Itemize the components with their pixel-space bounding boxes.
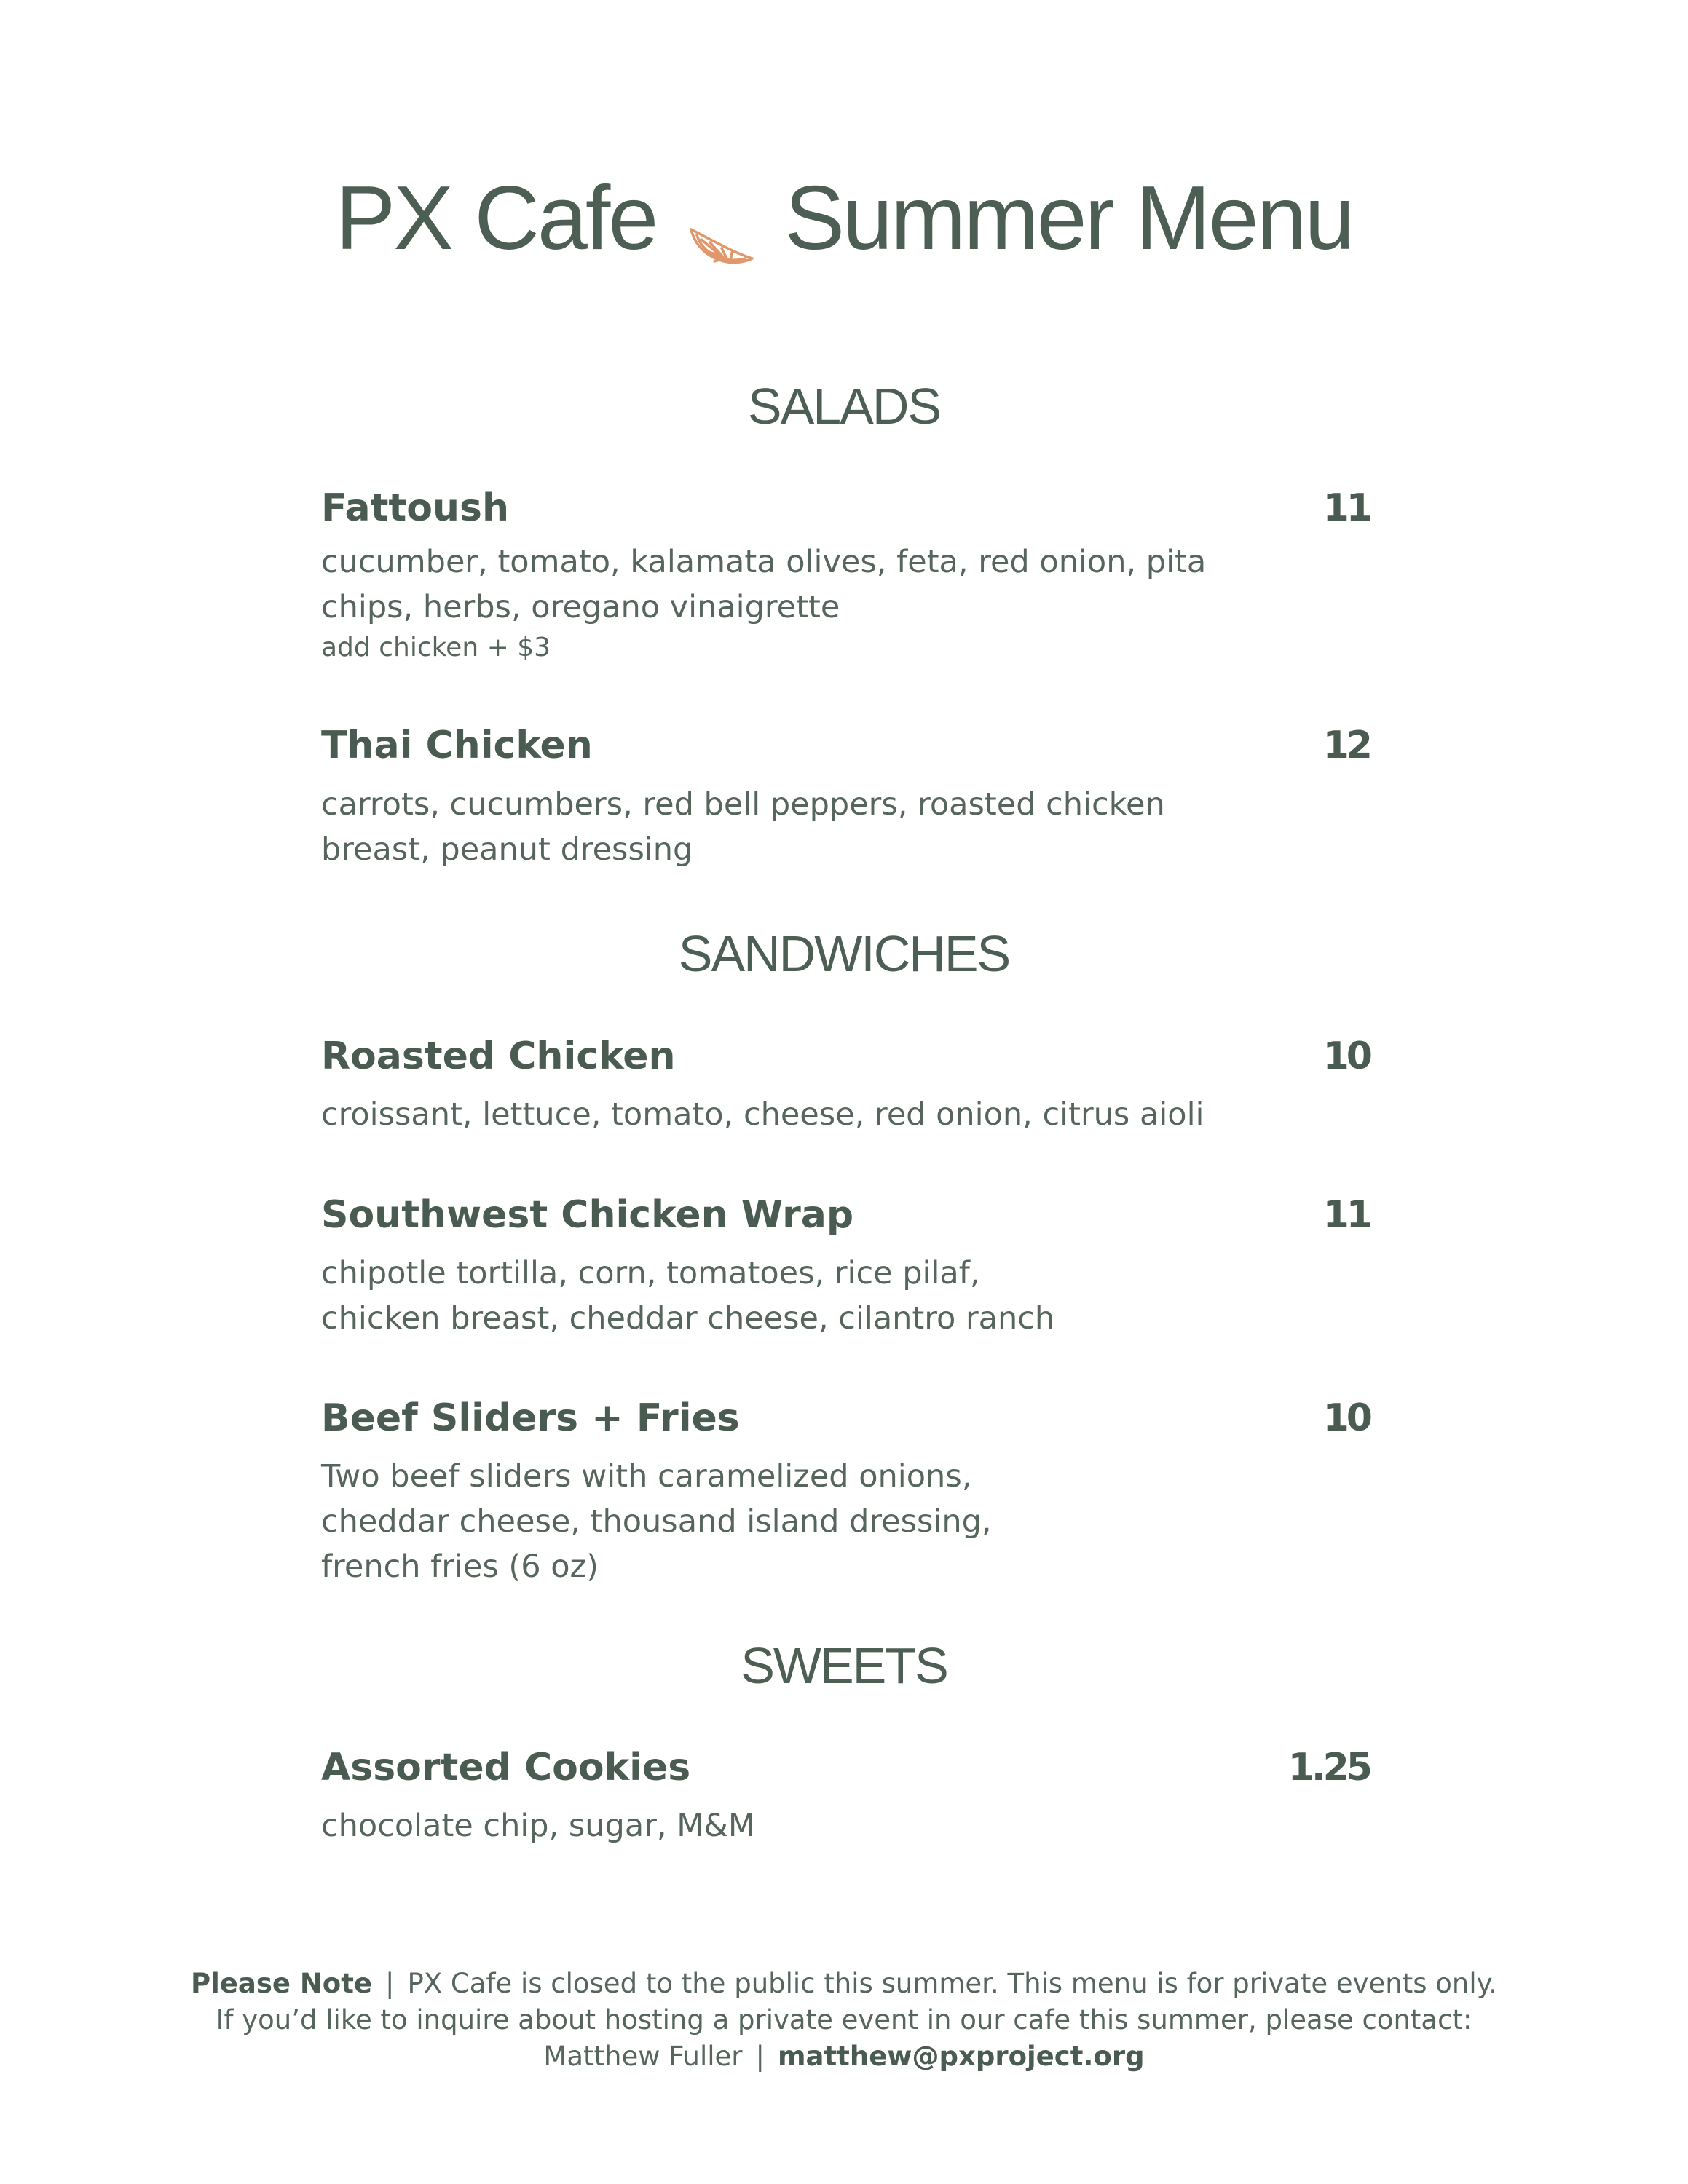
- item-addon: add chicken + $3: [321, 633, 551, 662]
- menu-item: [321, 1746, 1370, 1851]
- item-price: 10: [1322, 1396, 1370, 1440]
- item-description: Two beef sliders with caramelized onions, cheddar cheese, thousand island dressing, french fries (6 oz): [321, 1458, 992, 1585]
- footer-contact-name: Matthew Fuller: [543, 2041, 743, 2072]
- footer-inquiry-text: If you’d like to inquire about hosting a private event in our cafe this summer, please contact:: [216, 2004, 1472, 2035]
- section-heading-sandwiches: SANDWICHES: [678, 925, 1010, 982]
- menu-item: [321, 724, 1370, 872]
- menu-item: [321, 486, 1370, 671]
- item-name: Beef Sliders + Fries: [321, 1396, 740, 1440]
- footer-note: [0, 1966, 1688, 2002]
- item-description: chocolate chip, sugar, M&M: [321, 1808, 755, 1844]
- section-heading-sweets: SWEETS: [741, 1637, 947, 1694]
- title-menu-name: Summer Menu: [784, 168, 1353, 269]
- menu-item: [321, 1396, 1370, 1588]
- menu-item: [321, 1193, 1370, 1342]
- footer-separator: |: [385, 1968, 395, 1999]
- item-name: Southwest Chicken Wrap: [321, 1193, 854, 1237]
- footer-note-text: PX Cafe is closed to the public this summer. This menu is for private events only.: [407, 1968, 1498, 1999]
- citrus-slice-icon: [687, 189, 757, 248]
- item-price: 10: [1322, 1034, 1370, 1078]
- section-heading-salads: SALADS: [747, 378, 941, 435]
- item-price: 12: [1322, 724, 1370, 767]
- item-description: croissant, lettuce, tomato, cheese, red onion, citrus aioli: [321, 1096, 1204, 1133]
- item-price: 1.25: [1287, 1746, 1370, 1789]
- item-name: Roasted Chicken: [321, 1034, 676, 1078]
- item-price: 11: [1322, 1193, 1370, 1237]
- footer-separator: |: [755, 2041, 765, 2072]
- footer-contact: [0, 2038, 1688, 2075]
- menu-title: [0, 164, 1688, 273]
- item-name: Thai Chicken: [321, 724, 593, 767]
- item-price: 11: [1322, 486, 1370, 530]
- item-name: Assorted Cookies: [321, 1746, 691, 1789]
- item-description: cucumber, tomato, kalamata olives, feta, red onion, pita chips, herbs, oregano vinaigrette: [321, 544, 1207, 625]
- footer-note-label: Please Note: [190, 1968, 372, 1999]
- item-name: Fattoush: [321, 486, 509, 530]
- title-cafe-name: PX Cafe: [335, 168, 657, 269]
- item-description: carrots, cucumbers, red bell peppers, roasted chicken breast, peanut dressing: [321, 786, 1165, 868]
- footer-contact-email[interactable]: matthew@pxproject.org: [777, 2041, 1145, 2072]
- menu-item: [321, 1034, 1370, 1139]
- item-description: chipotle tortilla, corn, tomatoes, rice pilaf, chicken breast, cheddar cheese, cilantro ranch: [321, 1255, 1055, 1337]
